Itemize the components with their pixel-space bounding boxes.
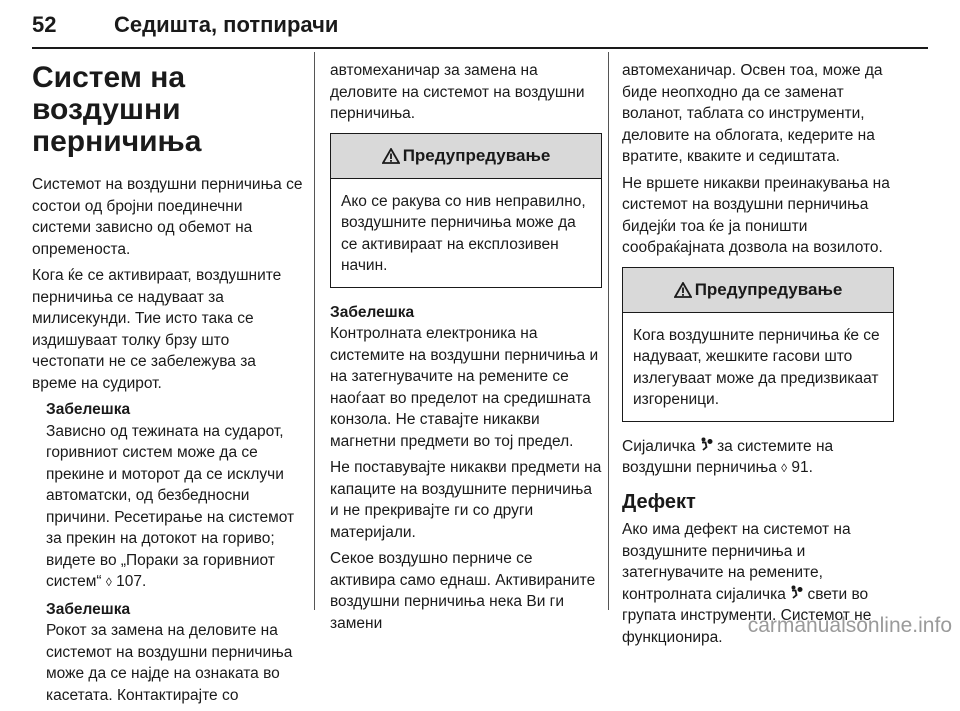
running-title: Седишта, потпирачи xyxy=(114,12,339,37)
warning-header xyxy=(331,134,601,179)
warning-triangle-icon xyxy=(382,148,400,164)
paragraph: Не поставувајте никакви предмети на капаците на воздушните перничиња и не прекривајте ги со други материјали. xyxy=(330,459,602,541)
text-run: за системите на воздушни перничиња xyxy=(622,437,834,476)
note-label: Забелешка xyxy=(330,303,415,321)
note-label: Забелешка xyxy=(46,401,131,418)
paragraph: автомеханичар за замена на деловите на системот на воздушни перничиња. xyxy=(330,62,585,122)
warning-title: Предупредување xyxy=(694,279,843,299)
page-reference-arrow-icon: ◊ xyxy=(105,575,112,589)
note-text xyxy=(46,421,304,594)
note-block xyxy=(32,399,304,706)
column-3 xyxy=(622,60,894,653)
text-run: Сијаличка xyxy=(622,437,696,455)
text-run: свети во групата инструменти. Системот не функционира. xyxy=(622,585,872,646)
note-body: Зависно од тежината на сударот, горивниот систем може да се прекине и моторот да се исклучи автоматски, од безбедносни причини. Ресетирање на системот за прекин на дотокот на гориво; видете во „Пораки за горивниот систем“ xyxy=(46,422,295,590)
warning-box xyxy=(330,133,602,288)
subheading-defect: Дефект xyxy=(622,490,696,513)
warning-box xyxy=(622,267,894,422)
warning-title: Предупредување xyxy=(402,145,551,165)
warning-header xyxy=(623,268,893,313)
paragraph: Секое воздушно перниче се активира само еднаш. Активираните воздушни перничиња нека Ви ги замени xyxy=(330,550,596,632)
note-label: Забелешка xyxy=(46,600,131,618)
paragraph: Кога ќе се активираат, воздушните перничиња се надуваат за милисекунди. Тие исто така се издишуваат толку брзу што честопати не се забележува за време на судирот. xyxy=(32,267,282,392)
header-rule xyxy=(32,47,928,49)
page-reference-link[interactable]: 91. xyxy=(791,459,813,476)
paragraph: Не вршете никакви преинакувања на системот на воздушни перничиња бидејќи тоа ќе ја поништи сообраќајната дозвола на возилото. xyxy=(622,174,890,256)
warning-triangle-icon xyxy=(674,282,692,298)
note-text: Контролната електроника на системите на воздушни перничиња и на затегнувачите на ремените се наоѓаат во пределот на средишната конзола. Не ставајте никакви магнетни предмети во тој предел. xyxy=(330,325,599,450)
note-text: Рокот за замена на деловите на системот на воздушни перничиња може да се најде на ознаката во касетата. Контактирајте со xyxy=(46,622,293,704)
paragraph: автомеханичар. Освен тоа, може да биде неопходно да се заменат воланот, таблата со инструменти, деловите на облогата, кедерите на вратите, кваките и седиштата. xyxy=(622,62,883,165)
watermark: carmanualsonline.info xyxy=(747,614,952,637)
airbag-telltale-icon xyxy=(700,437,713,451)
column-1 xyxy=(32,54,304,711)
page-number: 52 xyxy=(32,12,57,37)
text-run: Ако има дефект на системот на воздушните перничиња и затегнувачите на ремените, контролната сијаличка xyxy=(622,521,851,603)
paragraph xyxy=(622,436,894,480)
column-2 xyxy=(330,60,602,639)
page-reference-arrow-icon: ◊ xyxy=(781,461,788,475)
column-divider-2 xyxy=(608,52,609,610)
page-header xyxy=(32,0,928,52)
warning-text: Ако се ракува со нив неправилно, воздушните перничиња може да се активираат на експлозивен начин. xyxy=(341,192,586,274)
section-title: Систем на воздушни перничиња xyxy=(32,61,202,158)
airbag-telltale-icon xyxy=(790,585,803,599)
column-divider-1 xyxy=(314,52,315,610)
warning-text: Кога воздушните перничиња ќе се надуваат, жешките гасови што излегуваат може да предизвикаат изгореници. xyxy=(633,326,880,408)
paragraph: Системот на воздушни перничиња се состои од бројни поединечни системи зависно од обемот на опременоста. xyxy=(32,176,303,258)
page-reference-link[interactable]: 107. xyxy=(116,573,147,590)
